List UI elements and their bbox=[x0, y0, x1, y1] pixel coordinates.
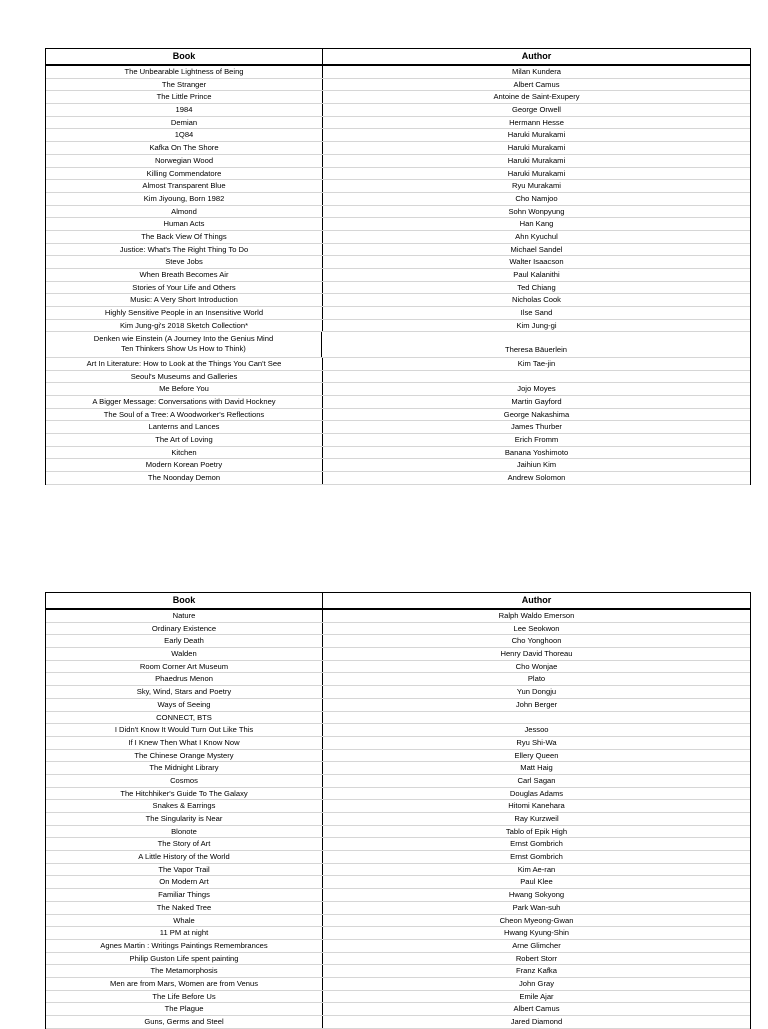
author-cell: Ernst Gombrich bbox=[510, 839, 563, 849]
author-cell: Ryu Shi-Wa bbox=[516, 737, 557, 747]
book-cell: Stories of Your Life and Others bbox=[46, 282, 323, 294]
author-cell: Jaihiun Kim bbox=[516, 460, 557, 470]
table-row bbox=[46, 66, 750, 79]
table-row bbox=[46, 371, 750, 384]
book-cell: The Soul of a Tree: A Woodworker's Reflections bbox=[46, 409, 323, 421]
book-cell: The Metamorphosis bbox=[46, 965, 323, 977]
book-cell: Norwegian Wood bbox=[46, 155, 323, 167]
author-cell: Tablo of Epik High bbox=[505, 826, 568, 836]
author-column-header: Author bbox=[521, 51, 552, 61]
table-row bbox=[46, 775, 750, 788]
book-cell: Men are from Mars, Women are from Venus bbox=[46, 978, 323, 990]
table-row bbox=[46, 889, 750, 902]
author-cell: John Berger bbox=[515, 699, 558, 709]
book-cell: Familiar Things bbox=[46, 889, 323, 901]
author-cell: Hwang Kyung-Shin bbox=[503, 928, 569, 938]
table-row bbox=[46, 1016, 750, 1029]
table-row bbox=[46, 953, 750, 966]
author-cell: Jojo Moyes bbox=[517, 384, 556, 394]
book-cell: A Little History of the World bbox=[46, 851, 323, 863]
table-row bbox=[46, 421, 750, 434]
book-cell: Cosmos bbox=[46, 775, 323, 787]
book-cell: When Breath Becomes Air bbox=[46, 269, 323, 281]
author-cell: Ralph Waldo Emerson bbox=[498, 611, 575, 620]
author-cell: Arne Glimcher bbox=[512, 940, 561, 950]
table-row bbox=[46, 788, 750, 801]
table-row bbox=[46, 610, 750, 623]
author-cell: Haruki Murakami bbox=[507, 155, 566, 165]
author-cell: Emile Ajar bbox=[519, 991, 554, 1001]
author-cell: Milan Kundera bbox=[512, 67, 561, 76]
author-column-header: Author bbox=[521, 595, 552, 605]
book-cell: On Modern Art bbox=[46, 876, 323, 888]
book-cell: The Little Prince bbox=[46, 91, 323, 103]
table-row bbox=[46, 168, 750, 181]
author-cell: Matt Haig bbox=[520, 763, 553, 773]
author-cell: Haruki Murakami bbox=[507, 168, 566, 178]
author-cell: Banana Yoshimoto bbox=[504, 447, 569, 457]
table-row bbox=[46, 673, 750, 686]
table-row bbox=[46, 244, 750, 257]
table-row bbox=[46, 686, 750, 699]
author-cell: John Gray bbox=[518, 978, 555, 988]
book-column-header: Book bbox=[46, 49, 323, 64]
author-cell: Jessoo bbox=[524, 725, 549, 735]
author-cell: Yun Dongju bbox=[516, 687, 557, 697]
author-cell: Franz Kafka bbox=[516, 966, 557, 976]
book-cell: Agnes Martin : Writings Paintings Remembrances bbox=[46, 940, 323, 952]
table-row bbox=[46, 129, 750, 142]
book-cell: The Noonday Demon bbox=[46, 472, 323, 484]
author-cell: Douglas Adams bbox=[509, 788, 564, 798]
book-cell: Almost Transparent Blue bbox=[46, 180, 323, 192]
author-cell: Cheon Myeong-Gwan bbox=[499, 915, 574, 925]
author-cell: Kim Jung-gi bbox=[516, 320, 557, 330]
author-cell: Andrew Solomon bbox=[507, 473, 566, 483]
table-row bbox=[46, 358, 750, 371]
author-cell: Jared Diamond bbox=[510, 1017, 563, 1026]
table-row bbox=[46, 91, 750, 104]
book-cell: The Art of Loving bbox=[46, 434, 323, 446]
author-cell: Robert Storr bbox=[515, 953, 558, 963]
table-row bbox=[46, 737, 750, 750]
table-row bbox=[46, 79, 750, 92]
author-cell: Paul Kalanithi bbox=[513, 270, 560, 279]
table-row bbox=[46, 915, 750, 928]
book-cell: Human Acts bbox=[46, 218, 323, 230]
table-row bbox=[46, 307, 750, 320]
table-row bbox=[46, 699, 750, 712]
table-row bbox=[46, 332, 750, 357]
book-cell: The Life Before Us bbox=[46, 991, 323, 1003]
book-cell: Early Death bbox=[46, 635, 323, 647]
author-cell: Ilse Sand bbox=[520, 308, 553, 318]
table-header bbox=[45, 592, 751, 609]
book-cell: Justice: What's The Right Thing To Do bbox=[46, 244, 323, 256]
table-header bbox=[45, 48, 751, 65]
table-row bbox=[46, 826, 750, 839]
author-cell: Han Kang bbox=[519, 219, 554, 229]
table-row bbox=[46, 838, 750, 851]
author-cell: George Nakashima bbox=[503, 409, 570, 419]
table-row bbox=[46, 396, 750, 409]
author-cell: Ray Kurzweil bbox=[514, 814, 559, 823]
table-row bbox=[46, 762, 750, 775]
table-body bbox=[45, 609, 751, 1029]
author-cell: Ernst Gombrich bbox=[510, 852, 563, 862]
author-cell: Cho Yonghoon bbox=[511, 636, 562, 646]
book-cell: The Midnight Library bbox=[46, 762, 323, 774]
book-cell: The Plague bbox=[46, 1003, 323, 1015]
author-cell: Park Wan-suh bbox=[512, 902, 561, 912]
table-row bbox=[46, 193, 750, 206]
book-cell: Music: A Very Short Introduction bbox=[46, 294, 323, 306]
book-cell: Almond bbox=[46, 206, 323, 218]
book-cell: CONNECT, BTS bbox=[46, 712, 323, 724]
table-row bbox=[46, 800, 750, 813]
book-cell: The Chinese Orange Mystery bbox=[46, 750, 323, 762]
table-row bbox=[46, 383, 750, 396]
book-cell: Kim Jung-gi's 2018 Sketch Collection* bbox=[46, 320, 323, 332]
table-row bbox=[46, 813, 750, 826]
table-row bbox=[46, 269, 750, 282]
table-row bbox=[46, 409, 750, 422]
table-row bbox=[46, 978, 750, 991]
table-row bbox=[46, 648, 750, 661]
table-row bbox=[46, 434, 750, 447]
author-cell: Hitomi Kanehara bbox=[508, 801, 565, 811]
book-cell: Room Corner Art Museum bbox=[46, 661, 323, 673]
author-cell: Albert Camus bbox=[513, 1004, 560, 1014]
book-cell: Ways of Seeing bbox=[46, 699, 323, 711]
author-cell: Erich Fromm bbox=[514, 434, 559, 444]
table-row bbox=[46, 750, 750, 763]
author-cell: Cho Wonjae bbox=[515, 661, 558, 671]
table-row bbox=[46, 320, 750, 333]
author-cell: James Thurber bbox=[511, 422, 562, 432]
table-row bbox=[46, 724, 750, 737]
book-cell: The Singularity is Near bbox=[46, 813, 323, 825]
book-cell: The Back View Of Things bbox=[46, 231, 323, 243]
book-cell: Snakes & Earrings bbox=[46, 800, 323, 812]
author-cell bbox=[323, 712, 750, 724]
author-cell: Theresa Bäuerlein bbox=[504, 345, 568, 355]
author-cell bbox=[323, 371, 750, 383]
table-body bbox=[45, 65, 751, 485]
book-cell: I Didn't Know It Would Turn Out Like This bbox=[46, 724, 323, 736]
book-cell: The Unbearable Lightness of Being bbox=[46, 66, 323, 78]
author-cell: Carl Sagan bbox=[517, 775, 556, 785]
book-cell: Kim Jiyoung, Born 1982 bbox=[46, 193, 323, 205]
table-row bbox=[46, 256, 750, 269]
book-cell: Whale bbox=[46, 915, 323, 927]
book-cell: Phaedrus Menon bbox=[46, 673, 323, 685]
author-cell: Haruki Murakami bbox=[507, 143, 566, 153]
book-cell: Blonote bbox=[46, 826, 323, 838]
table-row bbox=[46, 142, 750, 155]
table-row bbox=[46, 927, 750, 940]
table-row bbox=[46, 661, 750, 674]
author-cell: Ellery Queen bbox=[514, 750, 559, 760]
author-cell: Ahn Kyuchul bbox=[515, 231, 558, 241]
author-cell: Walter Isaacson bbox=[509, 257, 564, 267]
author-cell: Hwang Sokyong bbox=[508, 890, 565, 900]
book-cell: If I Knew Then What I Know Now bbox=[46, 737, 323, 749]
book-cell: Seoul's Museums and Galleries bbox=[46, 371, 323, 383]
table-row bbox=[46, 851, 750, 864]
author-cell: Paul Klee bbox=[520, 877, 553, 887]
table-row bbox=[46, 231, 750, 244]
book-table-1 bbox=[45, 48, 751, 485]
author-cell: Kim Ae-ran bbox=[517, 864, 556, 874]
author-cell: Antoine de Saint-Exupery bbox=[493, 92, 580, 102]
book-cell: The Story of Art bbox=[46, 838, 323, 850]
author-cell: Cho Namjoo bbox=[515, 193, 558, 203]
table-row bbox=[46, 155, 750, 168]
table-row bbox=[46, 991, 750, 1004]
book-cell: Denken wie Einstein (A Journey Into the Genius Mind Ten Thinkers Show Us How to Think) bbox=[46, 332, 322, 356]
author-cell: Nicholas Cook bbox=[512, 295, 561, 305]
book-cell: The Hitchhiker's Guide To The Galaxy bbox=[46, 788, 323, 800]
book-cell: The Vapor Trail bbox=[46, 864, 323, 876]
table-row bbox=[46, 447, 750, 460]
author-cell: Hermann Hesse bbox=[509, 117, 564, 127]
book-cell: A Bigger Message: Conversations with David Hockney bbox=[46, 396, 323, 408]
book-cell: Kitchen bbox=[46, 447, 323, 459]
book-cell: Highly Sensitive People in an Insensitive World bbox=[46, 307, 323, 319]
book-cell: The Stranger bbox=[46, 79, 323, 91]
book-cell: Lanterns and Lances bbox=[46, 421, 323, 433]
book-cell: Philip Guston Life spent painting bbox=[46, 953, 323, 965]
table-row bbox=[46, 459, 750, 472]
table-row bbox=[46, 218, 750, 231]
author-cell: Henry David Thoreau bbox=[500, 649, 573, 659]
author-cell: Michael Sandel bbox=[510, 244, 563, 254]
book-cell: The Naked Tree bbox=[46, 902, 323, 914]
book-cell: Modern Korean Poetry bbox=[46, 459, 323, 471]
table-row bbox=[46, 940, 750, 953]
author-cell: George Orwell bbox=[512, 105, 561, 115]
table-row bbox=[46, 472, 750, 485]
book-cell: Nature bbox=[46, 610, 323, 622]
table-row bbox=[46, 965, 750, 978]
author-cell: Kim Tae-jin bbox=[517, 358, 556, 368]
table-row bbox=[46, 104, 750, 117]
author-cell: Lee Seokwon bbox=[513, 623, 560, 633]
book-cell: Steve Jobs bbox=[46, 256, 323, 268]
table-row bbox=[46, 623, 750, 636]
book-table-2 bbox=[45, 592, 751, 1029]
table-row bbox=[46, 864, 750, 877]
table-row bbox=[46, 712, 750, 725]
table-row bbox=[46, 180, 750, 193]
book-cell: Ordinary Existence bbox=[46, 623, 323, 635]
book-cell: 11 PM at night bbox=[46, 927, 323, 939]
author-cell: Haruki Murakami bbox=[507, 130, 566, 140]
book-cell: 1Q84 bbox=[46, 129, 323, 141]
book-cell: 1984 bbox=[46, 104, 323, 116]
author-cell: Albert Camus bbox=[513, 79, 560, 89]
book-cell: Demian bbox=[46, 117, 323, 129]
book-cell: Art In Literature: How to Look at the Things You Can't See bbox=[46, 358, 323, 370]
book-cell: Walden bbox=[46, 648, 323, 660]
table-row bbox=[46, 206, 750, 219]
table-row bbox=[46, 1003, 750, 1016]
author-cell: Martin Gayford bbox=[511, 396, 562, 406]
book-cell: Guns, Germs and Steel bbox=[46, 1016, 323, 1028]
book-cell: Kafka On The Shore bbox=[46, 142, 323, 154]
table-row bbox=[46, 294, 750, 307]
book-cell: Me Before You bbox=[46, 383, 323, 395]
table-row bbox=[46, 282, 750, 295]
table-row bbox=[46, 876, 750, 889]
table-row bbox=[46, 635, 750, 648]
table-row bbox=[46, 902, 750, 915]
author-cell: Sohn Wonpyung bbox=[508, 206, 565, 216]
table-row bbox=[46, 117, 750, 130]
author-cell: Ryu Murakami bbox=[512, 181, 561, 191]
book-cell: Sky, Wind, Stars and Poetry bbox=[46, 686, 323, 698]
book-cell: Killing Commendatore bbox=[46, 168, 323, 180]
author-cell: Ted Chiang bbox=[517, 282, 556, 292]
book-column-header: Book bbox=[46, 593, 323, 608]
author-cell: Plato bbox=[527, 674, 546, 684]
